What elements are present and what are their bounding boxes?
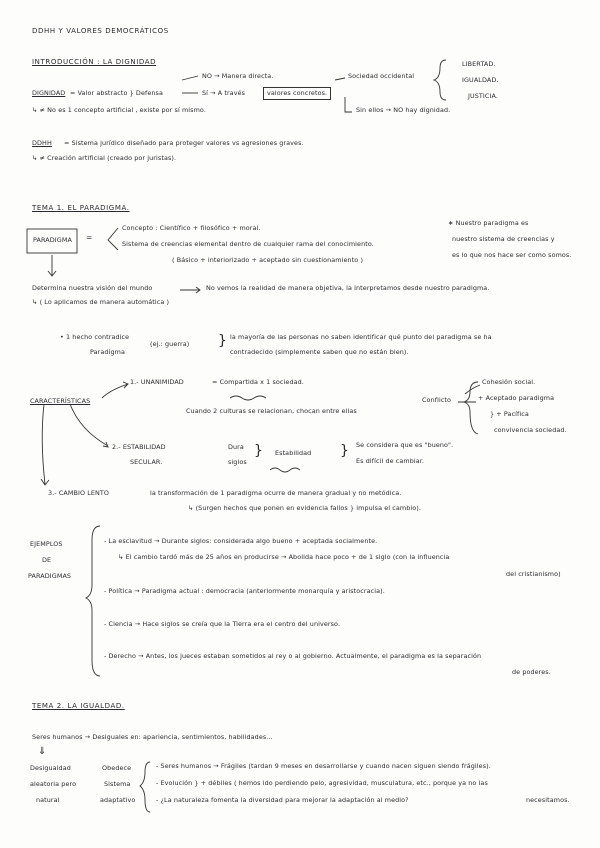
secular: SECULAR. (130, 458, 163, 466)
intro-heading: INTRODUCCIÓN : LA DIGNIDAD (32, 58, 157, 66)
intro-no-label: NO → Manera directa. (202, 72, 274, 80)
dificil: Es difícil de cambiar. (356, 457, 425, 465)
adaptativo: adaptativo (100, 796, 136, 804)
ddhh-creation: ↳ ≠ Creación artificial (creado por juristas). (32, 154, 177, 162)
arrow-estabilidad (70, 404, 108, 447)
arrow-unanimidad (102, 382, 128, 398)
brace-ejemplos (86, 526, 100, 676)
seres-humanos: Seres humanos → Desiguales en: apariencia, sentimientos, habilidades... (32, 733, 273, 741)
determines: Determina nuestra visión del mundo (32, 284, 153, 292)
ejemplo-esclavitud: - La esclavitud → Durante siglos: considerada algo bueno + aceptada socialmente. (104, 537, 378, 545)
pacifica: } + Pacífica (490, 410, 529, 418)
majority-line1: la mayoría de las personas no saben identificar qué punto del paradigma se ha (230, 333, 492, 341)
paradigm-label: PARADIGMA (33, 236, 72, 244)
cuando-culturas: Cuando 2 culturas se relacionan, chocan entre ellas (186, 407, 357, 415)
naturaleza: - ¿La naturaleza fomenta la diversidad para mejorar la adaptación al medio? (156, 796, 409, 804)
ddhh-def: = Sistema jurídico diseñado para proteger valores vs agresiones graves. (64, 139, 304, 147)
ejemplo-derecho: - Derecho → Antes, los jueces estaban sometidos al rey o al gobierno. Actualmente, el paradigma es la separación (104, 652, 482, 660)
sistema: Sistema (104, 780, 131, 788)
dura: Dura (228, 443, 244, 451)
bueno: Se considera que es "bueno". (356, 441, 454, 449)
tema2-heading: TEMA 2. LA IGUALDAD. (32, 702, 125, 710)
cambio-lento: 3.- CAMBIO LENTO (48, 489, 110, 497)
convivencia: convivencia sociedad. (494, 426, 567, 434)
brace-values (434, 60, 446, 100)
paradigm-note-2: nuestro sistema de creencias y (452, 235, 555, 243)
estabilidad: 2.- ESTABILIDAD (112, 443, 166, 451)
intro-equality: IGUALDAD. (462, 76, 499, 84)
majority-line2: contradecido (simplemente saben que no están bien). (230, 348, 409, 356)
brace-tema2 (140, 762, 150, 812)
ejemplo-cambio-tardo: ↳ El cambio tardó más de 25 años en producirse → Abolida hace poco + de 1 siglo (con la influencia (118, 553, 450, 561)
equals-sign: = (86, 233, 93, 242)
concrete-values-box: valores concretos. (263, 87, 331, 100)
dignidad-arrow-no (182, 76, 198, 80)
dignity-without: Sin ellos → NO hay dignidad. (356, 106, 451, 114)
aleatoria: aleatoria pero (30, 780, 77, 788)
squiggle-unanimidad (230, 396, 266, 400)
squiggle-estabilidad (270, 468, 300, 472)
fragiles: - Seres humanos → Frágiles (tardan 9 meses en desarrollarse y cuando nacen siguen siendo frágiles). (156, 762, 491, 770)
brace-estabilidad-left: } (254, 443, 264, 459)
dignity-no-concept: ↳ ≠ No es 1 concepto artificial , existe por sí mismo. (32, 106, 206, 114)
ejemplo-poderes: de poderes. (512, 668, 551, 676)
paradigm-note-1: ∗ Nuestro paradigma es (448, 219, 529, 227)
intro-justice: JUSTICIA. (468, 92, 498, 100)
paradigm-note-3: es lo que nos hace ser como somos. (452, 251, 572, 259)
example-tag: (ej.: guerra) (150, 340, 190, 348)
paradigm-concept: Concepto : Científico + filosófico + moral. (122, 224, 261, 232)
ejemplos-label-3: PARADIGMAS (28, 572, 72, 580)
paradigm-basic: ( Básico + interiorizado + aceptado sin cuestionamiento ) (172, 256, 364, 264)
estabilidad-box: Estabilidad (275, 449, 312, 457)
caracteristicas-label: CARACTERÍSTICAS (30, 397, 91, 405)
siglos: siglos (228, 458, 247, 466)
intro-society: Sociedad occidental (348, 72, 415, 80)
necesitamos: necesitamos. (526, 796, 570, 804)
arrow-hook-values (345, 97, 352, 112)
dignity-label: DIGNIDAD (32, 89, 66, 97)
ddhh-label: DDHH (32, 139, 52, 147)
dignity-def: = Valor abstracto } Defensa (70, 89, 163, 97)
desigualdad: Desigualdad (30, 764, 71, 772)
ejemplo-politica: - Política → Paradigma actual : democracia (anteriormente monarquía y aristocracia). (104, 587, 385, 595)
arrow-cambio (41, 404, 49, 485)
arrow-to-sociedad (335, 78, 345, 80)
fact-contradicts: • 1 hecho contradice (60, 333, 130, 341)
aceptado: + Aceptado paradigma (478, 394, 555, 402)
tema1-heading: TEMA 1. EL PARADIGMA. (32, 204, 130, 212)
paradigma-word: Paradigma (90, 348, 125, 356)
ejemplo-ciencia: - Ciencia → Hace siglos se creía que la Tierra era el centro del universo. (104, 620, 341, 628)
arrow-cohesion (465, 385, 480, 394)
brace-majority: } (218, 333, 228, 349)
ejemplos-label-1: EJEMPLOS (30, 540, 63, 548)
cohesion: Cohesión social. (482, 378, 536, 386)
surgen: ↳ (Surgen hechos que ponen en evidencia fallos } impulsa el cambio). (188, 504, 421, 512)
natural: natural (36, 796, 60, 804)
dignity-si: Sí → A través (202, 89, 246, 97)
ejemplo-cristianismo: del cristianismo) (506, 570, 561, 578)
intro-liberty: LIBERTAD. (462, 60, 496, 68)
obedece: Obedece (102, 764, 132, 772)
brace-paradigm (108, 228, 118, 250)
ejemplos-label-2: DE (42, 556, 52, 564)
arrow-down-paradigm (48, 255, 56, 276)
unanimidad: 1.- UNANIMIDAD (130, 378, 184, 386)
brace-cohesion (464, 382, 478, 434)
no-vemos: No vemos la realidad de manera objetiva, la interpretamos desde nuestro paradigma. (206, 284, 490, 292)
down-double-arrow: ⇓ (38, 746, 47, 757)
arrow-vemos (180, 287, 200, 293)
lo-aplicamos: ↳ ( Lo aplicamos de manera automática ) (32, 298, 170, 306)
paradigm-system: Sistema de creencias elemental dentro de cualquier rama del conocimiento. (122, 240, 374, 248)
doc-title: DDHH Y VALORES DEMOCRÁTICOS (32, 27, 169, 35)
transformacion: la transformación de 1 paradigma ocurre de manera gradual y no metódica. (150, 489, 402, 497)
evolucion: - Evolución } + débiles ( hemos ido perdiendo pelo, agresividad, musculatura, etc., porque ya no las (156, 779, 488, 787)
conflicto: Conflicto (422, 396, 452, 404)
brace-estabilidad-right: } (340, 443, 350, 459)
compartida: = Compartida x 1 sociedad. (212, 378, 304, 386)
